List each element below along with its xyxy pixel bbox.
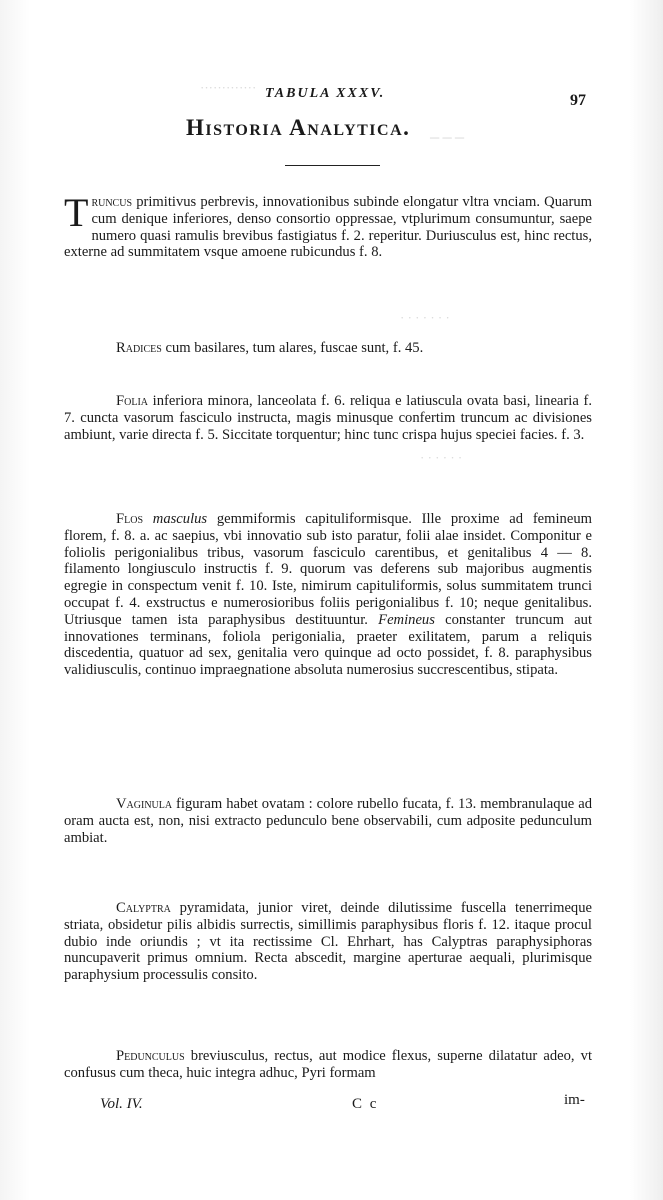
paragraph-pedunculus: [64, 1048, 592, 1082]
paragraph-text: pyramidata, junior viret, deinde dilutissime fuscella tenerrimeque striata, obsidetur pilis albidis surrectis, simillimis paraphysibus floris f. 12. itaque procul dubio inde oriundis ; vt ita rectissime Cl. Ehrhart, has Calyptras paraphysiphoras nuncupaverit primus omnium. Recta abscedit, margine aperturae aequali, plurimisque paraphysium processulis consito.: [64, 900, 592, 984]
paragraph-radices: [116, 340, 592, 357]
running-title: TABULA XXXV.: [265, 86, 386, 101]
page-title: Historia Analytica.: [186, 115, 411, 140]
paragraph-lead: Flos: [116, 511, 144, 527]
paragraph-text: constanter truncum aut innovationes terminans, foliola perigonialia, praeter exilitatem, parum a reliquis discedentia, quatuor ad sex, genitalia vero quinque ad octo possidet, f. 8. paraphysibus validiusculis, continuo impraegnatione absoluta numerosius succrescentibus, stipata.: [64, 611, 592, 679]
paragraph-italic: masculus: [143, 511, 208, 527]
paragraph-text: breviusculus, rectus, aut modice flexus, superne dilatatur adeo, vt confusus cum theca, huic integra adhuc, Pyri formam: [64, 1048, 592, 1081]
paragraph-vaginula: [64, 796, 592, 846]
bleed-through-text: ·············: [200, 80, 257, 95]
signature-mark: C c: [352, 1096, 379, 1112]
paragraph-lead: Folia: [116, 393, 148, 409]
catchword: im-: [564, 1092, 585, 1108]
drop-cap: T: [64, 190, 89, 235]
paragraph-calyptra: [64, 900, 592, 984]
paragraph-text: gemmiformis capituliformisque. Ille proxime ad femineum florem, f. 8. a. ac saepius, vbi innovatio sub isto paratur, folii alae insidet. Componitur e foliolis perigonialibus tribus, vasorum fasciculo carentibus, et genitalibus 4 — 8. filamento longiusculo instructis f. 9. quorum vas deferens sub majoribus augmentis egregie in conspectum venit f. 10. Iste, nimirum capituliformis, solus summitatem trunci occupat f. 4. exstructus e numerosioribus foliis perigonialibus f. 10; neque genitalibus. Utriusque tamen ista paraphysibus destituuntur.: [64, 511, 592, 628]
bleed-through-text: ─ ─ ─: [430, 130, 465, 145]
title-rule: [285, 165, 380, 166]
paragraph-text: inferiora minora, lanceolata f. 6. reliqua e latiuscula ovata basi, linearia f. 7. cuncta vasorum fasciculo instructa, magis minusque confertim truncum ac divisiones ambiunt, varie directa f. 5. Siccitate torquentur; hinc tunc crispa hujus speciei facies. f. 3.: [64, 393, 592, 443]
paragraph-italic: Femineus: [367, 611, 435, 628]
paragraph-flos: [64, 511, 592, 679]
bleed-through-text: · · · · · · ·: [400, 310, 450, 325]
bleed-through-text: · · · · · ·: [420, 450, 463, 465]
paragraph-text: cum basilares, tum alares, fuscae sunt, f. 45.: [161, 340, 424, 356]
paragraph-lead: Pedunculus: [116, 1048, 185, 1064]
volume-label: Vol. IV.: [100, 1096, 143, 1112]
paragraph-text: figuram habet ovatam : colore rubello fucata, f. 13. membranulaque ad oram aucta est, non, nisi extracto pedunculo bene observabili, cum adposite pedunculum ambiat.: [64, 796, 592, 846]
paragraph-folia: [64, 393, 592, 443]
paragraph-text: primitivus perbrevis, innovationibus subinde elongatur vltra vnciam. Quarum cum denique inferiores, denso consortio oppressae, vtplurimum consumuntur, saepe numero quasi ramulis brevibus fastigiatus f. 2. reperitur. Duriusculus est, hinc rectus, externe ad summitatem vsque amoene rubicundus f. 8.: [64, 194, 592, 261]
paragraph-lead: Vaginula: [116, 796, 173, 812]
paragraph-lead: Calyptra: [116, 900, 171, 916]
paragraph-lead: Radices: [116, 340, 162, 356]
page-number: 97: [570, 92, 586, 109]
paragraph-lead: runcus: [91, 194, 133, 210]
paragraph-truncus: [64, 190, 592, 261]
